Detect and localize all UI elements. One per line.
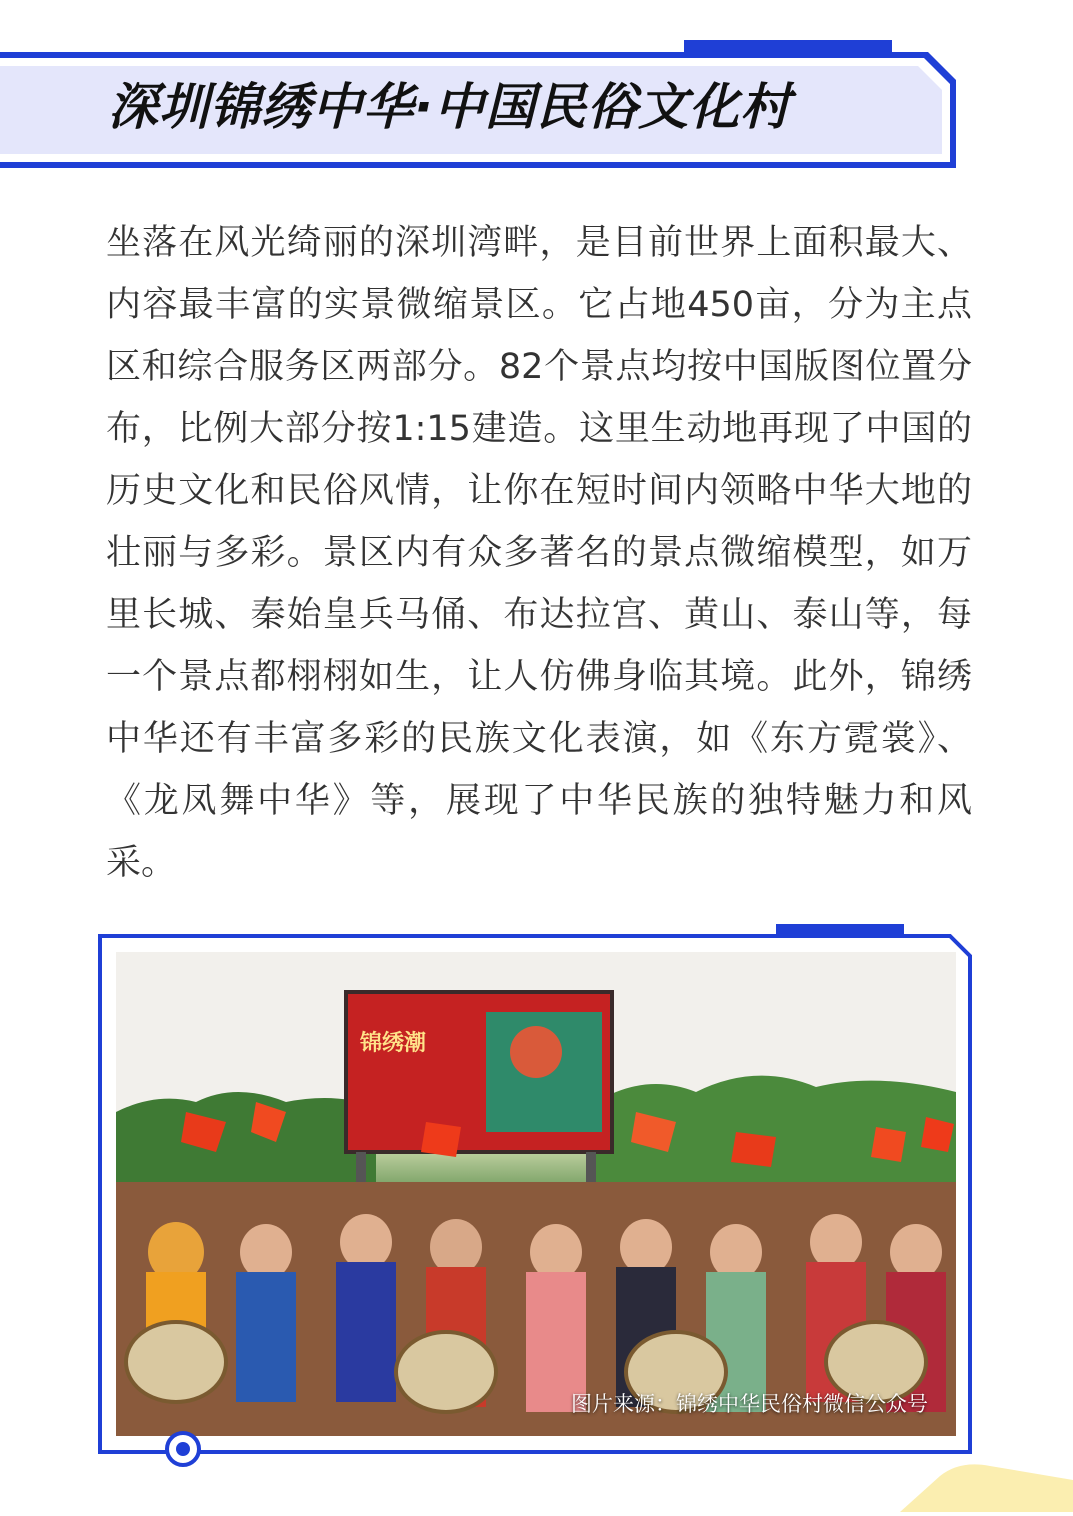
article-body: 坐落在风光绮丽的深圳湾畔，是目前世界上面积最大、内容最丰富的实景微缩景区。它占地450亩，分为主点区和综合服务区两部分。82个景点均按中国版图位置分布，比例大部分按1:15建造。这里生动地再现了中国的历史文化和民俗风情，让你在短时间内领略中华大地的壮丽与多彩。景区内有众多著名的景点微缩模型，如万里长城、秦始皇兵马俑、布达拉宫、黄山、泰山等，每一个景点都栩栩如生，让人仿佛身临其境。此外，锦绣中华还有丰富多彩的民族文化表演，如《东方霓裳》、《龙凤舞中华》等，展现了中华民族的独特魅力和风采。 [106,223,972,883]
photo-caption: 图片来源：锦绣中华民俗村微信公众号 [571,1392,928,1416]
title-banner-tab [684,40,892,52]
page-title: 深圳锦绣中华·中国民俗文化村 [108,78,791,136]
billboard-text: 锦绣潮 [360,1030,427,1056]
corner-decoration [900,1456,1073,1512]
target-circle-icon [164,1430,202,1468]
performers-photo [116,952,956,1436]
